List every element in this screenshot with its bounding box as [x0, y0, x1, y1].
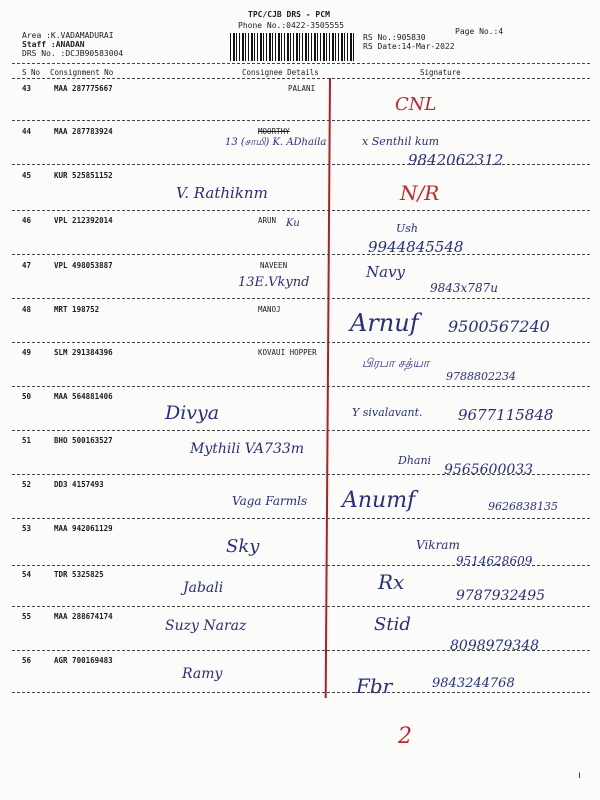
signature: Ush — [396, 222, 418, 235]
handwritten-name: Ramy — [182, 666, 223, 682]
consignee-name: ARUN — [258, 216, 277, 225]
signature: Navy — [366, 263, 406, 281]
handwritten-name: 13E.Vkynd — [238, 275, 310, 290]
signature: Rx — [378, 570, 405, 594]
page-number: Page No.:4 — [455, 27, 504, 36]
row-divider — [12, 606, 590, 607]
row-divider — [12, 518, 590, 519]
consignment-no: KUR 525851152 — [54, 171, 113, 180]
row-sno: 52 — [22, 480, 32, 489]
row-sno: 45 — [22, 171, 32, 180]
row-divider — [12, 342, 590, 343]
row-sno: 51 — [22, 436, 32, 445]
col-consignee: Consignee Details — [242, 68, 319, 77]
handwritten-name: 13 (சாமி) K. ADhaila — [225, 137, 327, 148]
row-divider — [12, 474, 590, 475]
consignment-no: MRT 198752 — [54, 305, 100, 314]
row-divider — [12, 210, 590, 211]
signature-phone: 9626838135 — [488, 500, 558, 513]
consignment-no: MAA 287775667 — [54, 84, 113, 93]
header-divider-top — [12, 63, 590, 64]
row-sno: 49 — [22, 348, 32, 357]
signature: Anumf — [342, 488, 416, 513]
consignment-no: MAA 564881406 — [54, 392, 113, 401]
handwritten-name: Jabali — [183, 580, 224, 596]
consignee-name: MOORTHY — [258, 127, 290, 136]
consignment-no: TDR 5325825 — [54, 570, 104, 579]
signature: Vikram — [416, 538, 460, 552]
row-divider — [12, 565, 590, 566]
row-divider — [12, 120, 590, 121]
row-sno: 44 — [22, 127, 32, 136]
consignee-name: MANOJ — [258, 305, 281, 314]
consignee-name: NAVEEN — [260, 261, 288, 270]
red-margin-line — [325, 78, 331, 698]
signature-phone: 9565600033 — [444, 462, 534, 478]
signature: x Senthil kum — [362, 135, 440, 148]
footer-mark: 2 — [398, 724, 412, 749]
signature: Dhani — [398, 454, 432, 467]
sheet-title: TPC/CJB DRS - PCM — [248, 10, 330, 19]
signature: CNL — [395, 94, 437, 115]
row-divider — [12, 164, 590, 165]
rs-number: RS No.:905830 — [363, 33, 426, 42]
consignment-no: BHO 500163527 — [54, 436, 113, 445]
signature: Arnuf — [350, 309, 419, 337]
signature: Stid — [374, 614, 411, 635]
row-sno: 55 — [22, 612, 32, 621]
row-sno: 50 — [22, 392, 32, 401]
col-sno: S No — [22, 68, 41, 77]
consignment-no: VPL 212392014 — [54, 216, 113, 225]
signature-phone: 9514628609 — [456, 554, 533, 568]
row-sno: 53 — [22, 524, 32, 533]
consignment-no: VPL 498053887 — [54, 261, 113, 270]
row-sno: 54 — [22, 570, 32, 579]
row-sno: 46 — [22, 216, 32, 225]
signature: பிரபா சத்யா — [362, 356, 430, 370]
row-sno: 43 — [22, 84, 32, 93]
phone-number: Phone No.:0422-3505555 — [238, 21, 344, 30]
consignment-no: AGR 700169483 — [54, 656, 113, 665]
row-sno: 56 — [22, 656, 32, 665]
consignee-name: PALANI — [288, 84, 316, 93]
consignment-no: MAA 287783924 — [54, 127, 113, 136]
signature: Fbr — [356, 674, 393, 698]
staff-label: Staff :ANADAN — [22, 40, 85, 49]
signature-phone: 9944845548 — [368, 238, 464, 256]
signature-phone: 9677115848 — [458, 406, 554, 424]
corner-tick: ı — [578, 770, 581, 781]
col-signature: Signature — [420, 68, 461, 77]
col-consignment: Consignment No — [50, 68, 114, 77]
handwritten-name: Sky — [226, 536, 260, 557]
header-divider-bottom — [12, 78, 590, 79]
signature-phone: 9788802234 — [446, 370, 516, 383]
consignee-name: KOVAUI HOPPER — [258, 348, 317, 357]
handwritten-name: Divya — [165, 402, 220, 424]
handwritten-name: V. Rathiknm — [176, 184, 268, 202]
row-divider — [12, 692, 590, 693]
consignment-no: DD3 4157493 — [54, 480, 104, 489]
row-divider — [12, 650, 590, 651]
handwritten-name: Mythili VA733m — [190, 441, 305, 457]
consignment-no: MAA 942061129 — [54, 524, 113, 533]
handwritten-name: Suzy Naraz — [165, 618, 247, 634]
handwritten-name: Ku — [286, 218, 300, 229]
signature: Y sivalavant. — [352, 406, 423, 419]
row-sno: 47 — [22, 261, 32, 270]
signature-phone: 9843244768 — [432, 676, 515, 691]
signature: N/R — [400, 181, 440, 205]
row-divider — [12, 254, 590, 255]
area-label: Area :K.VADAMADURAI — [22, 31, 114, 40]
signature-phone: 9843x787u — [430, 281, 498, 295]
rs-date: RS Date:14-Mar-2022 — [363, 42, 455, 51]
row-sno: 48 — [22, 305, 32, 314]
signature-phone: 9500567240 — [448, 317, 550, 336]
signature-phone: 9842062312 — [408, 151, 504, 169]
consignment-no: SLM 291384396 — [54, 348, 113, 357]
consignment-no: MAA 288674174 — [54, 612, 113, 621]
row-divider — [12, 298, 590, 299]
signature-phone: 8098979348 — [450, 638, 540, 654]
handwritten-name: Vaga Farmls — [232, 494, 308, 508]
row-divider — [12, 386, 590, 387]
row-divider — [12, 430, 590, 431]
barcode — [230, 33, 355, 61]
drs-number: DRS No. :DCJB90583004 — [22, 49, 124, 58]
signature-phone: 9787932495 — [456, 588, 546, 604]
